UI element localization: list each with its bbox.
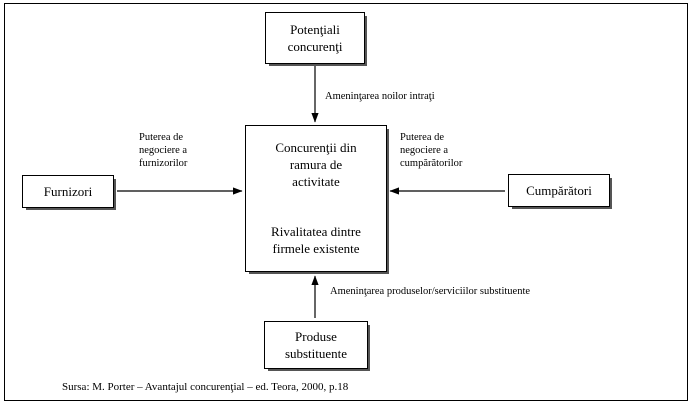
label-buyer-power xyxy=(400,131,500,170)
label-supplier-power xyxy=(139,131,229,170)
box-suppliers xyxy=(22,175,114,208)
label-buyer-power-line3: cumpărătorilor xyxy=(400,158,463,169)
label-supplier-power-line1: Puterea de xyxy=(139,132,184,143)
box-industry-competitors-top xyxy=(275,139,356,190)
label-threat-of-new-entrants: Ameninţarea noilor intraţi xyxy=(325,91,435,102)
box-suppliers-label: Furnizori xyxy=(43,184,93,199)
label-buyer-power-line1: Puterea de xyxy=(400,132,445,143)
label-supplier-power-line2: negociere a xyxy=(139,145,188,156)
central-bottom-line1: Rivalitatea dintre xyxy=(271,224,361,239)
box-substitutes-line1: Produse xyxy=(295,329,337,344)
box-potential-entrants xyxy=(265,12,365,64)
source-caption: Sursa: M. Porter – Avantajul concurenţial – ed. Teora, 2000, p.18 xyxy=(62,381,349,393)
label-buyer-power-line2: negociere a xyxy=(400,145,449,156)
box-industry-competitors-bottom xyxy=(246,223,386,257)
label-supplier-power-line3: furnizorilor xyxy=(139,158,188,169)
central-top-line3: activitate xyxy=(292,174,340,189)
box-industry-competitors xyxy=(245,125,387,272)
box-potential-entrants-line1: Potenţiali xyxy=(290,22,340,37)
box-substitutes xyxy=(264,321,368,369)
central-bottom-line2: firmele existente xyxy=(272,241,360,256)
box-buyers xyxy=(508,174,610,207)
central-top-line1: Concurenţii din xyxy=(275,140,357,155)
central-top-line2: ramura de xyxy=(289,157,343,172)
box-buyers-label: Cumpărători xyxy=(526,183,592,198)
box-substitutes-line2: substituente xyxy=(284,346,348,361)
box-potential-entrants-line2: concurenţi xyxy=(287,39,343,54)
label-threat-of-substitutes: Ameninţarea produselor/serviciilor substituente xyxy=(330,286,531,297)
